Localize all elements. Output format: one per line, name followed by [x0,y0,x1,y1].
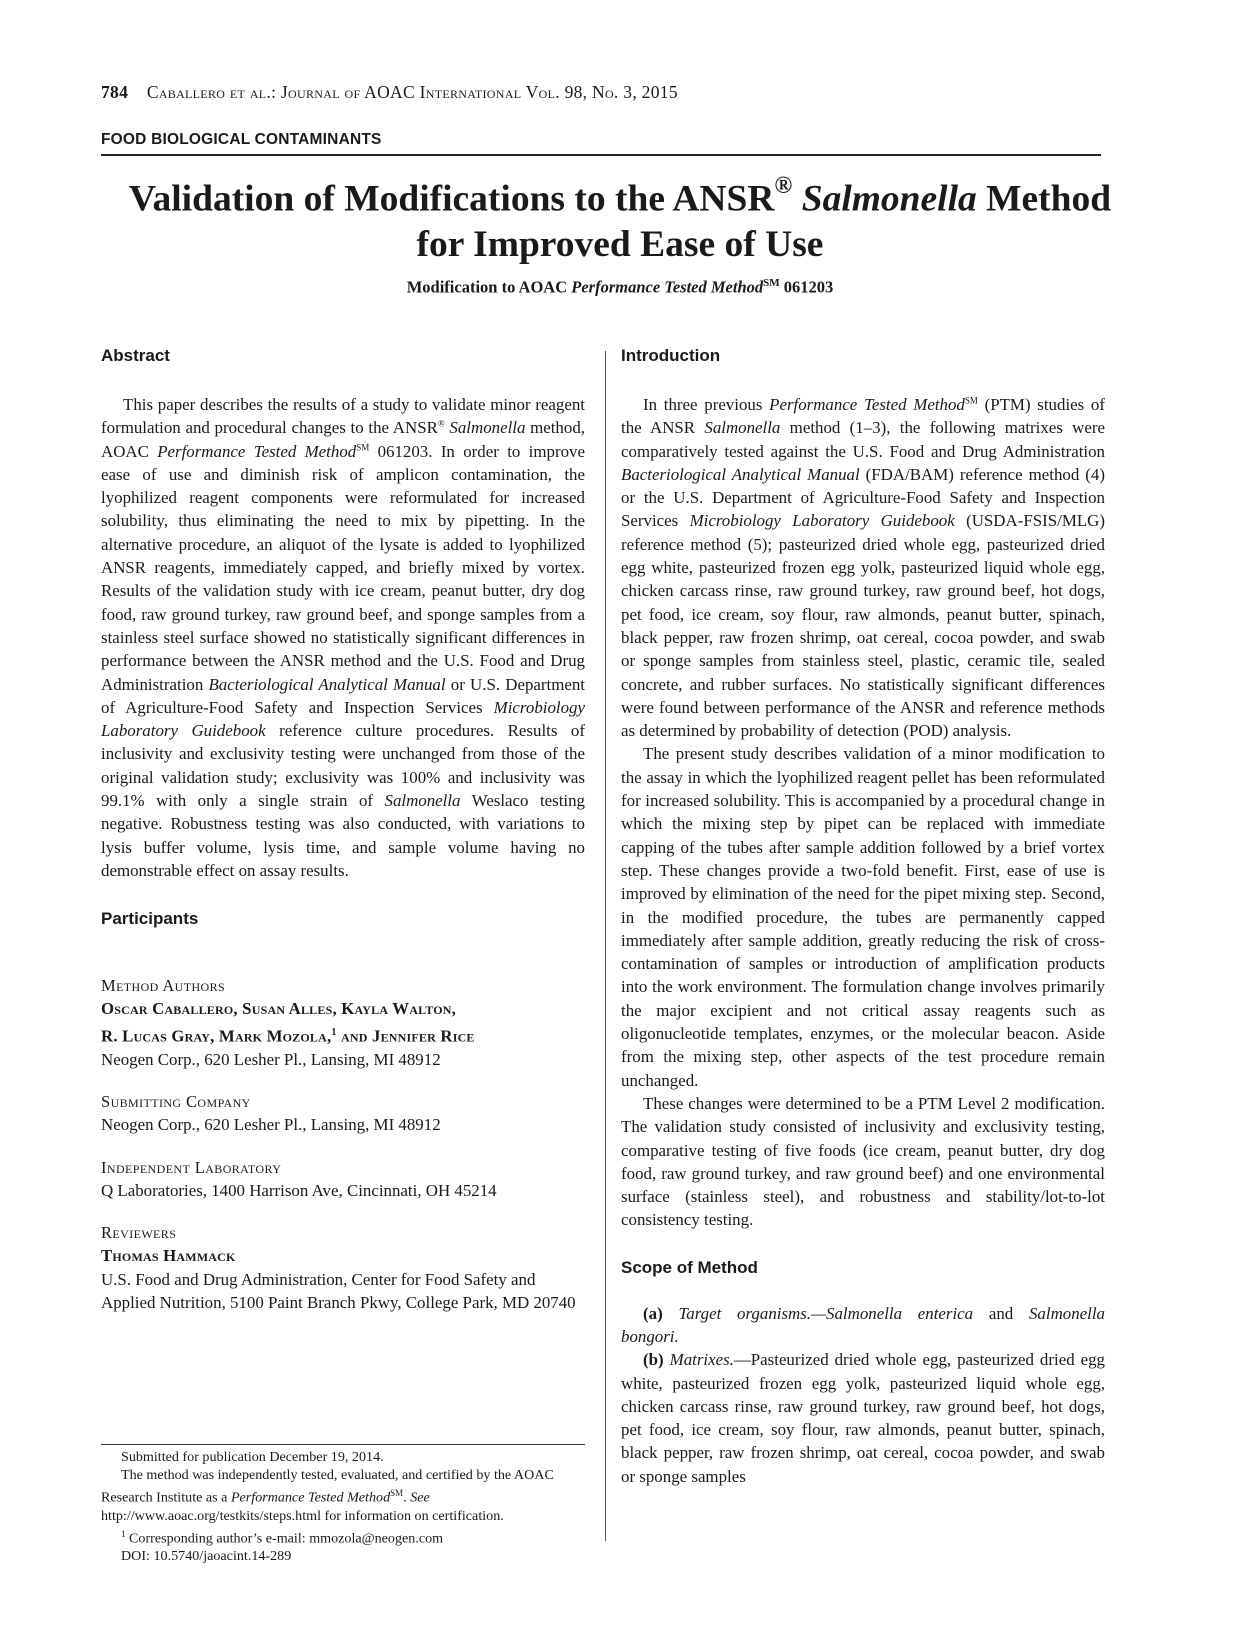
intro-p1-italic-4: Microbiology Laboratory Guidebook [689,511,955,531]
footnote-corr-text: Corresponding author’s e-mail: mmozola@neogen.com [125,1530,444,1547]
scope-b-label: (b) [643,1350,664,1370]
abstract-text-4: or U.S. Department of Agriculture-Food Safety and Inspection Services [101,674,585,717]
right-column [621,346,1105,1488]
abstract-reg: ® [437,418,445,429]
reviewer-name: Thomas Hammack [101,1246,236,1266]
abstract-italic-4: Microbiology Laboratory Guidebook [101,697,585,741]
intro-paragraph-3: These changes were determined to be a PTM Level 2 modification. The validation study consisted of inclusivity and exclusivity testing, comparative testing of five foods (ice cream, peanut butter, dry dog food, raw ground turkey, and raw ground beef) and one environmental surface (stainless steel), and robustness and stability/lot-to-lot consistency testing. [621,1093,1105,1230]
column-divider [605,351,606,1541]
footnote-corr-mark: 1 [121,1528,126,1539]
independent-lab-affiliation: Q Laboratories, 1400 Harrison Ave, Cincinnati, OH 45214 [101,1180,497,1200]
subtitle-italic: Performance Tested Method [571,277,764,297]
scope-a-label: (a) [643,1303,663,1323]
authors-line-1: Oscar Caballero, Susan Alles, Kayla Walton, [101,999,457,1019]
footnotes [101,1448,587,1565]
submitting-company-label: Submitting Company [101,1092,251,1112]
footnote-method-c: http://www.aoac.org/testkits/steps.html for information on certification. [101,1507,504,1524]
subtitle-text-a: Modification to AOAC [406,277,572,297]
footnote-method-a: The method was independently tested, evaluated, and certified by the AOAC Research Institute as a [101,1467,554,1506]
intro-paragraph-2: The present study describes validation of a minor modification to the assay in which the lyophilized reagent pellet has been reformulated for increased solubility. This is accompanied by a procedural change in which the mixing step by pipet can be replaced with immediate capping of the tubes after sample addition followed by a brief vortex step. These changes provide a two-fold benefit. First, ease of use is improved by elimination of the need for the pipet mixing step. Second, in the modified procedure, the tubes are permanently capped immediately after sample addition, greatly reducing the risk of cross-contamination of samples or introduction of amplification products into the work environment. The formulation change involves primarily the major excipient and not critical assay reagents such as oligonucleotide templates, enzymes, or the molecular beacon. Aside from the mixing step, other aspects of the test procedure remain unchanged. [621,744,1105,1090]
title-text-a: Validation of Modifications to the ANSR [128,178,775,220]
footnote-rule [101,1444,585,1445]
scope-b-text: —Pasteurized dried whole egg, pasteurized dried egg white, pasteurized frozen egg yolk, pasteurized liquid whole egg, chicken carcass rinse, raw ground turkey, raw ground beef, hot dogs, pet food, ice cream, soy flour, raw almonds, peanut butter, spinach, black pepper, raw frozen shrimp, oat cereal, cocoa powder, and swab or sponge samples [621,1350,1105,1486]
title-line-2: for Improved Ease of Use [416,223,824,265]
footnote-submitted: Submitted for publication December 19, 2014. [121,1449,384,1465]
title-text-b: Method [986,178,1112,220]
introduction-body [621,393,1105,1232]
running-head [101,82,678,103]
subtitle-text-b: 061203 [779,277,834,297]
scope-heading: Scope of Method [621,1257,758,1277]
abstract-heading: Abstract [101,346,170,365]
abstract-italic-2: Performance Tested Method [157,441,357,461]
scope-item-b [621,1348,1105,1488]
participants-heading: Participants [101,909,199,929]
author-footnote-mark: 1 [331,1026,337,1038]
footnote-method-sm: SM [390,1488,404,1498]
intro-p1-italic-3: Bacteriological Analytical Manual [621,464,860,484]
method-authors-label: Method Authors [101,976,226,996]
reviewer-affiliation: U.S. Food and Drug Administration, Center for Food Safety and Applied Nutrition, 5100 Paint Branch Pkwy, College Park, MD 20740 [101,1269,576,1313]
abstract-text-3: 061203. In order to improve ease of use and diminish risk of amplicon contamination, the lyophilized reagent components were reformulated for increased solubility, thus eliminating the need to mix by pipetting. In the alternative procedure, an aliquot of the lysate is added to lyophilized ANSR reagents, immediately capped, and briefly mixed by vortex. Results of the validation study with ice cream, peanut butter, dry dog food, raw ground turkey, raw ground beef, and sponge samples from a stainless steel surface showed no statistically significant differences in performance between the ANSR method and the U.S. Food and Drug Administration [101,441,585,694]
scope-a-italic-2: Salmonella bongori. [621,1303,1105,1346]
authors-line-2b: and Jennifer Rice [336,1026,475,1046]
scope-a-italic-1: Target organisms.—Salmonella enterica [678,1303,974,1323]
footnote-corresponding [101,1525,587,1548]
reviewers-label: Reviewers [101,1223,177,1243]
footnote-method-b: . [403,1489,411,1506]
submitting-company-affiliation: Neogen Corp., 620 Lesher Pl., Lansing, MI 48912 [101,1115,441,1135]
abstract-italic-1: Salmonella [449,418,526,438]
article-title [80,168,1160,267]
abstract-text-6: Weslaco testing negative. Robustness testing was also conducted, with variations to lysis buffer volume, lysis time, and sample volume having no demonstrable effect on assay results. [101,791,585,880]
footnote-method-see: See [410,1489,430,1506]
authors-affiliation: Neogen Corp., 620 Lesher Pl., Lansing, MI 48912 [101,1049,441,1069]
footnote-method-italic: Performance Tested Method [230,1489,391,1506]
intro-p1-sm: SM [964,395,978,406]
article-subtitle [80,277,1160,298]
intro-p1-text-2: (PTM) studies of the ANSR [621,395,1105,438]
intro-p1-text-4: (FDA/BAM) reference method (4) or the U.S. Department of Agriculture-Food Safety and Inspection Services [621,464,1105,531]
header-rule [101,154,1101,156]
introduction-heading: Introduction [621,346,721,365]
abstract-paragraph [101,393,585,882]
intro-p1-text-3: method (1–3), the following matrixes were comparatively tested against the U.S. Food and Drug Administration [621,418,1105,461]
left-column [101,346,585,1315]
scope-a-text: and [973,1303,1029,1323]
intro-paragraph-1 [621,393,1105,742]
abstract-text-1: This paper describes the results of a study to validate minor reagent formulation and procedural changes to the ANSR [101,395,585,438]
running-head-text: Caballero et al.: Journal of AOAC International Vol. 98, No. 3, 2015 [146,82,678,102]
section-label: FOOD BIOLOGICAL CONTAMINANTS [101,131,382,148]
abstract-italic-3: Bacteriological Analytical Manual [208,674,446,694]
page-number: 784 [101,82,129,102]
independent-lab-label: Independent Laboratory [101,1157,282,1177]
scope-item-a [621,1302,1105,1349]
method-authors-names [101,997,585,1048]
authors-line-2a: R. Lucas Gray, Mark Mozola, [101,1026,332,1046]
abstract-sm: SM [356,441,370,452]
service-mark: SM [763,277,780,289]
intro-p1-italic-2: Salmonella [704,418,781,438]
abstract-text-5: reference culture procedures. Results of inclusivity and exclusivity testing were unchanged from those of the original validation study; exclusivity was 100% and inclusivity was 99.1% with only a single strain of [101,721,585,811]
abstract-italic-5: Salmonella [384,791,461,811]
footnote-doi: DOI: 10.5740/jaoacint.14-289 [121,1548,292,1565]
intro-p1-text-1: In three previous [643,395,770,414]
footnote-method [101,1466,587,1525]
abstract-text-2: method, AOAC [101,418,585,461]
title-italic: Salmonella [801,178,977,220]
intro-p1-italic-1: Performance Tested Method [769,395,965,414]
registered-mark: ® [774,173,793,199]
intro-p1-text-5: (USDA-FSIS/MLG) reference method (5); pasteurized dried whole egg, pasteurized dried egg white, pasteurized frozen egg yolk, pasteurized liquid whole egg, chicken carcass rinse, raw ground turkey, raw ground beef, hot dogs, pet food, ice cream, soy flour, raw almonds, peanut butter, spinach, black pepper, raw frozen shrimp, oat cereal, cocoa powder, and swab or sponge samples from stainless steel, plastic, ceramic tile, sealed concrete, and rubber surfaces. No statistically significant differences were found between performance of the ANSR and reference methods as determined by probability of detection (POD) analysis. [621,511,1105,741]
scope-b-italic: Matrixes. [669,1350,734,1370]
scope-body [621,1302,1105,1488]
